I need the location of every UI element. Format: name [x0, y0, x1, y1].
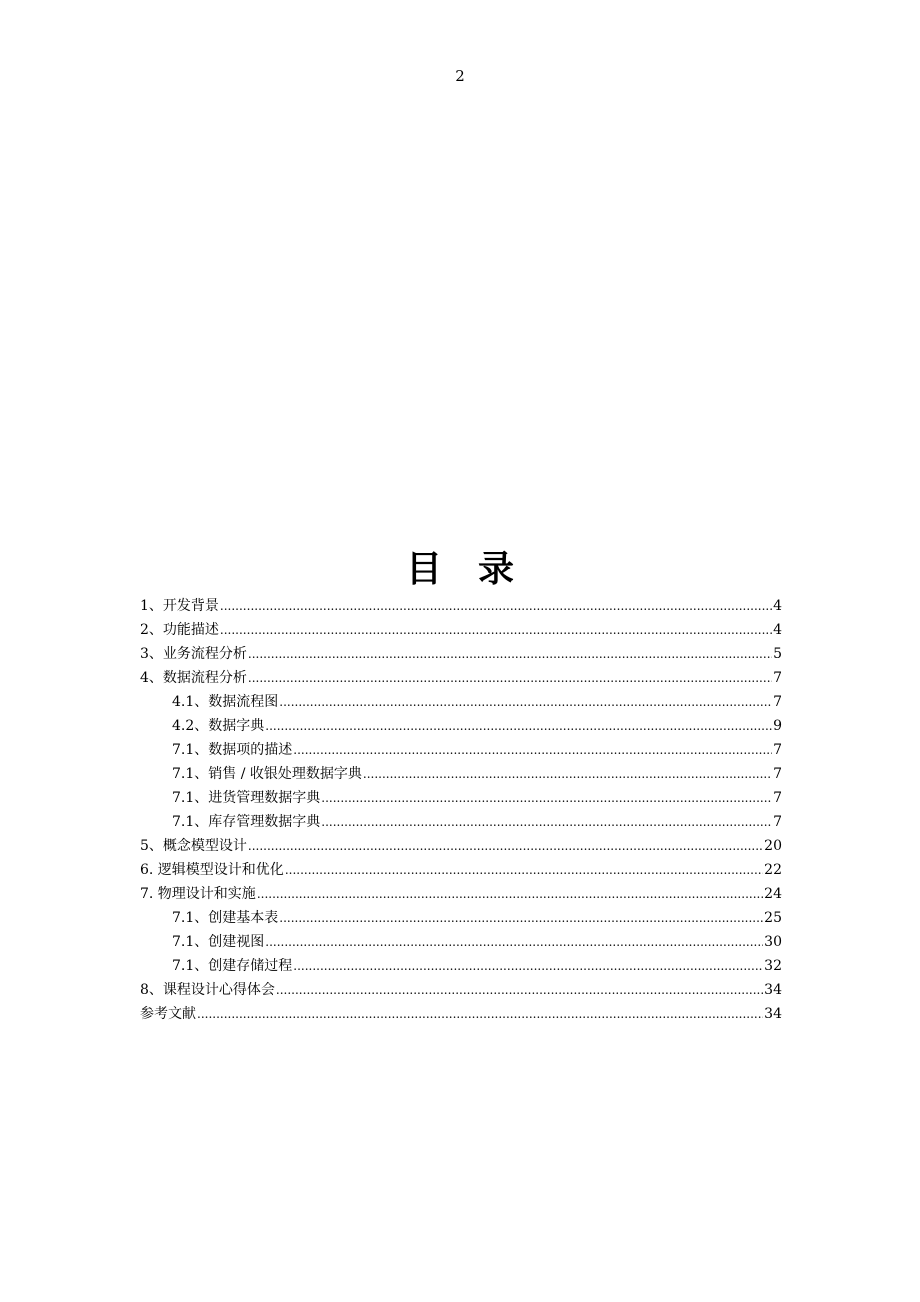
toc-entry-label: 5、概念模型设计 [140, 838, 247, 854]
toc-leader-dots [265, 930, 763, 954]
toc-title-part1: 目 [405, 549, 442, 590]
toc-entry-label: 8、课程设计心得体会 [140, 982, 275, 998]
toc-entry[interactable] [140, 666, 782, 690]
toc-subentry[interactable] [140, 810, 782, 834]
toc-leader-dots [321, 810, 772, 834]
toc-entry-page: 7 [773, 694, 782, 710]
toc-entry-page: 7 [773, 742, 782, 758]
toc-leader-dots [248, 666, 772, 690]
toc-leader-dots [220, 594, 772, 618]
toc-leader-dots [279, 906, 763, 930]
toc-subentry[interactable] [140, 930, 782, 954]
toc-leader-dots [248, 834, 763, 858]
toc-leader-dots [276, 978, 763, 1002]
toc-entry-page: 20 [764, 838, 782, 854]
toc-entry-page: 4 [773, 622, 782, 638]
toc-subentry[interactable] [140, 690, 782, 714]
toc-entry-page: 34 [764, 1006, 782, 1022]
toc-entry-label: 7.1、进货管理数据字典 [172, 790, 321, 806]
toc-entry-page: 7 [773, 814, 782, 830]
toc-entry-label: 7.1、创建视图 [172, 934, 265, 950]
toc-leader-dots [321, 786, 772, 810]
toc-entry-label: 7.1、库存管理数据字典 [172, 814, 321, 830]
toc-subentry[interactable] [140, 786, 782, 810]
toc-entry[interactable] [140, 882, 782, 906]
toc-entry-page: 9 [773, 718, 782, 734]
toc-title-part2: 录 [478, 549, 515, 590]
toc-entry-page: 22 [764, 862, 782, 878]
toc-subentry[interactable] [140, 762, 782, 786]
toc-leader-dots [293, 954, 763, 978]
toc-leader-dots [248, 642, 772, 666]
toc-entry-label: 3、业务流程分析 [140, 646, 247, 662]
toc-leader-dots [197, 1002, 763, 1026]
toc-leader-dots [293, 738, 772, 762]
toc-entry-page: 25 [764, 910, 782, 926]
toc-entry[interactable] [140, 618, 782, 642]
toc-subentry[interactable] [140, 954, 782, 978]
toc-entry[interactable] [140, 1002, 782, 1026]
toc-subentry[interactable] [140, 714, 782, 738]
toc-entry-label: 2、功能描述 [140, 622, 219, 638]
toc-leader-dots [220, 618, 772, 642]
toc-entry-page: 5 [773, 646, 782, 662]
toc-entry-page: 4 [773, 598, 782, 614]
toc-entry-page: 24 [764, 886, 782, 902]
toc-leader-dots [285, 858, 763, 882]
toc-entry[interactable] [140, 978, 782, 1002]
toc-entry-page: 34 [764, 982, 782, 998]
toc-entry[interactable] [140, 642, 782, 666]
toc-entry-label: 7.1、创建基本表 [172, 910, 279, 926]
toc-entry-page: 7 [773, 790, 782, 806]
toc-entry-page: 32 [764, 958, 782, 974]
toc-entry[interactable] [140, 594, 782, 618]
toc-entry[interactable] [140, 834, 782, 858]
toc-entry-page: 7 [773, 670, 782, 686]
toc-entry-label: 7.1、销售 / 收银处理数据字典 [172, 766, 362, 782]
toc-title [0, 546, 920, 594]
toc-leader-dots [279, 690, 772, 714]
toc-entry-label: 1、开发背景 [140, 598, 219, 614]
toc-entry-label: 4.2、数据字典 [172, 718, 265, 734]
toc-entry-label: 参考文献 [140, 1006, 196, 1022]
toc-subentry[interactable] [140, 906, 782, 930]
toc-entry-label: 4.1、数据流程图 [172, 694, 279, 710]
toc-entry-label: 7. 物理设计和实施 [140, 886, 256, 902]
toc-entry-page: 30 [764, 934, 782, 950]
toc-entry[interactable] [140, 858, 782, 882]
page-number: 2 [455, 67, 465, 85]
toc-leader-dots [363, 762, 772, 786]
toc-leader-dots [257, 882, 763, 906]
toc-entry-label: 7.1、创建存储过程 [172, 958, 293, 974]
toc-entry-label: 7.1、数据项的描述 [172, 742, 293, 758]
toc-subentry[interactable] [140, 738, 782, 762]
toc-entry-page: 7 [773, 766, 782, 782]
toc-entry-label: 6. 逻辑模型设计和优化 [140, 862, 284, 878]
toc-leader-dots [265, 714, 772, 738]
toc-list [140, 594, 782, 1026]
toc-entry-label: 4、数据流程分析 [140, 670, 247, 686]
